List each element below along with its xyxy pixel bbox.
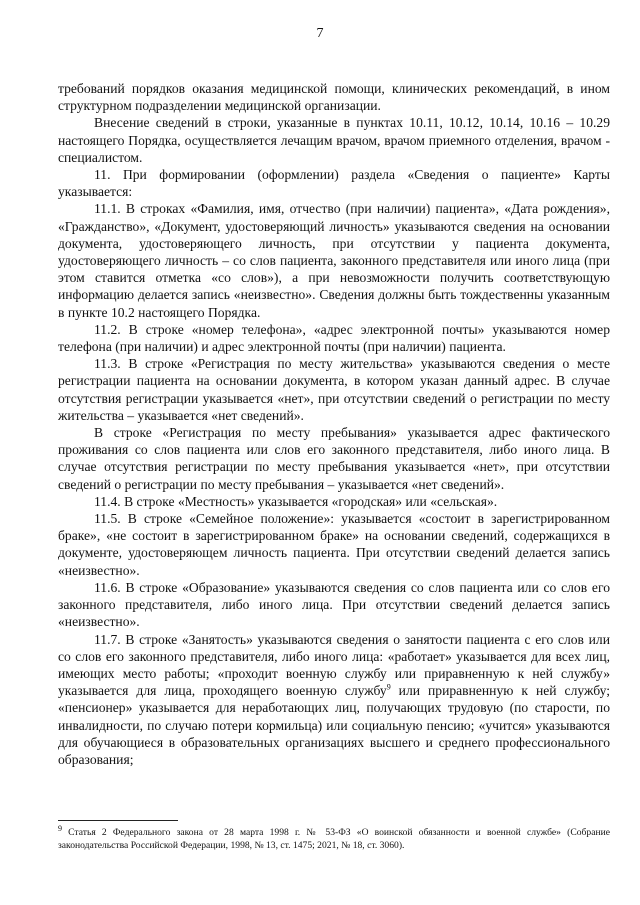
footnote — [58, 823, 610, 852]
paragraph-continuation: требований порядков оказания медицинской помощи, клинических рекомендаций, в ином структурном подразделении медицинской организации. — [58, 81, 610, 114]
paragraph-11-4: 11.4. В строке «Местность» указывается «городская» или «сельская». — [94, 493, 498, 509]
paragraph-11-7 — [58, 631, 610, 769]
paragraph-11-5: 11.5. В строке «Семейное положение»: указывается «состоит в зарегистрированном браке», «не состоит в зарегистрированном браке» на основании сведений, содержащихся в документе, удостоверяющем личность пациента. При отсутствии сведений делается запись «неизвестно». — [58, 511, 610, 578]
paragraph-11-2: 11.2. В строке «номер телефона», «адрес электронной почты» указываются номер телефона (при наличии) и адрес электронной почты (при наличии) пациента. — [58, 321, 610, 355]
document-body — [58, 80, 610, 768]
footnote-divider — [58, 820, 178, 821]
paragraph-11-3: 11.3. В строке «Регистрация по месту жительства» указываются сведения о месте регистрации пациента на основании документа, в котором указан данный адрес. В случае отсутствия регистрации указывается «нет», при отсутствии сведений о регистрации по месту жительства – указывается «нет сведений». — [58, 356, 610, 423]
footnote-marker: 9 — [58, 823, 62, 833]
footnote-text: Статья 2 Федерального закона от 28 марта 1998 г. № 53-ФЗ «О воинской обязанности и военной службе» (Собрание законодательства Российской Федерации, 1998, № 13, ст. 1475; 2021, № 18, ст. 3060). — [58, 827, 610, 851]
page-number: 7 — [316, 26, 324, 41]
paragraph-11-6: 11.6. В строке «Образование» указываются сведения со слов пациента или со слов его законного представителя, либо иного лица. При отсутствии сведений делается запись «неизвестно». — [58, 579, 610, 630]
paragraph-entry-lines: Внесение сведений в строки, указанные в пунктах 10.11, 10.12, 10.14, 10.16 – 10.29 настоящего Порядка, осуществляется лечащим врачом, врачом приемного отделения, врачом - специалистом. — [58, 115, 610, 165]
paragraph-11-7-part2: или приравненную к ней службу; «пенсионер» указывается для неработающих лиц, получающих трудовую (по старости, по инвалидности, по случаю потери кормильца) или социальную пенсию; «учится» указываются для обучающиеся в образовательных организациях высшего и среднего профессионального образования; — [58, 683, 610, 767]
footnote-reference: 9 — [386, 682, 391, 692]
paragraph-11-1: 11.1. В строках «Фамилия, имя, отчество (при наличии) пациента», «Дата рождения», «Гражданство», «Документ, удостоверяющий личность» указываются сведения на основании документа, удостоверяющего личность, при отсутствии у пациента документа, удостоверяющего личность – со слов пациента, законного представителя или иного лица (при этом ставится отметка «со слов»), а при невозможности получить соответствующую информацию делается запись «неизвестно». Сведения должны быть тождественны указанным в пункте 10.2 настоящего Порядка. — [58, 201, 610, 320]
paragraph-section-11: 11. При формировании (оформлении) раздела «Сведения о пациенте» Карты указывается: — [58, 167, 610, 200]
paragraph-11-3-stay: В строке «Регистрация по месту пребывания» указывается адрес фактического проживания со слов пациента или слов его законного представителя, либо иного лица. В случае отсутствия регистрации по месту пребывания указывается «нет», при отсутствии сведений о регистрации по месту пребывания – указывается «нет сведений». — [58, 425, 610, 492]
paragraph-11-7-part1: 11.7. В строке «Занятость» указываются сведения о занятости пациента с его слов или со слов его законного представителя, либо иного лица: «работает» указывается для всех лиц, имеющих место работы; «проходит военную службу или приравненную к ней службу» указывается для лица, проходящего военную службу — [58, 631, 610, 699]
